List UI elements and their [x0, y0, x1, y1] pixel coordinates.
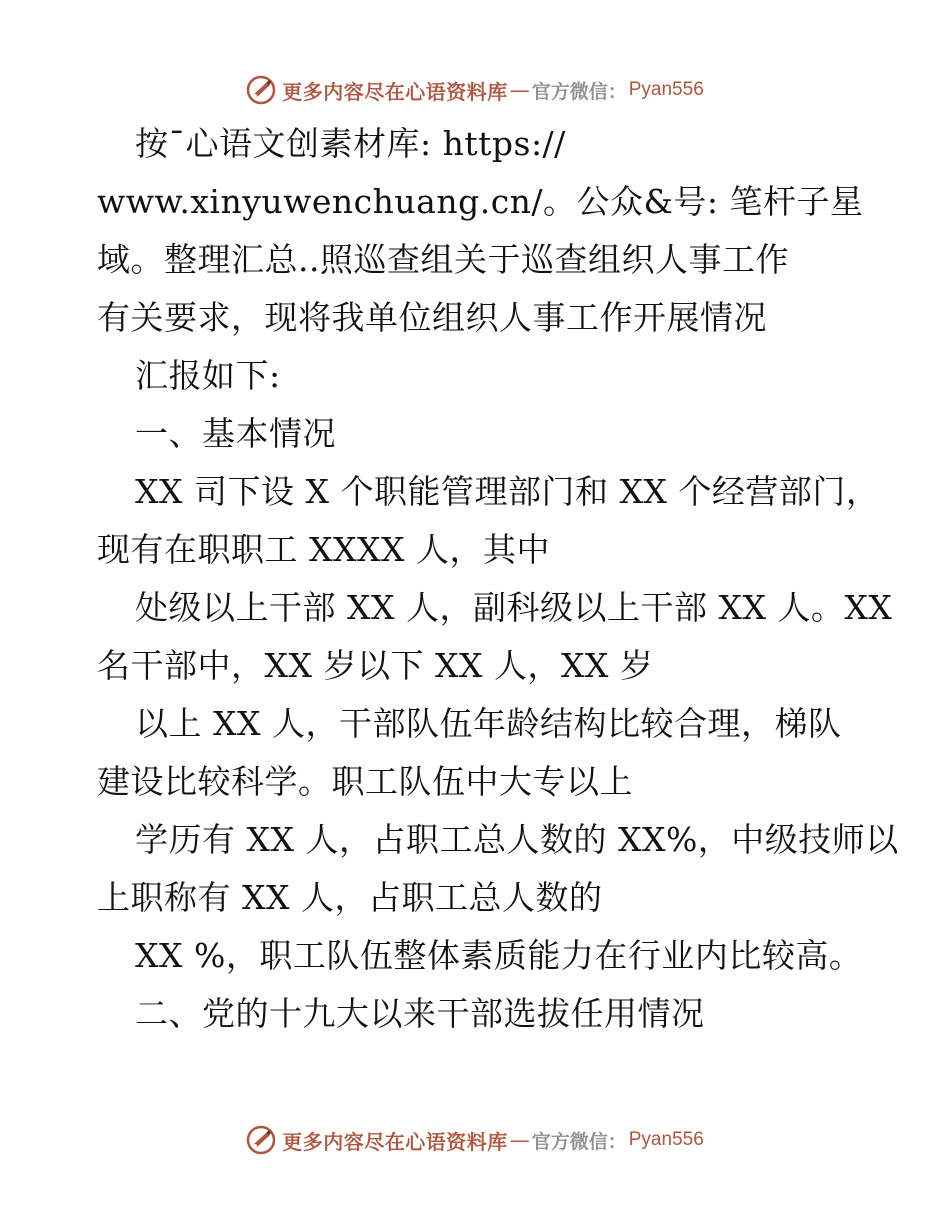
- doc-line-13: 学历有 XX 人，占职工总人数的 XX%，中级技师以: [135, 820, 899, 859]
- doc-line-7: XX 司下设 X 个职能管理部门和 XX 个经营部门，: [135, 472, 880, 511]
- footer-wechat-label: 官方微信：: [531, 1130, 627, 1153]
- doc-line-11: 以上 XX 人，干部队伍年龄结构比较合理，梯队: [135, 704, 842, 743]
- doc-line-8: 现有在职职工 XXXX 人，其中: [97, 530, 550, 569]
- doc-line-5: 汇报如下:: [135, 356, 281, 395]
- header-site-text: 更多内容尽在心语资料库: [282, 79, 508, 104]
- doc-line-3: 域。整理汇总..照巡查组关于巡查组织人事工作: [97, 240, 789, 279]
- section-heading-basic-info: 一、基本情况: [135, 414, 336, 453]
- doc-line-12: 建设比较科学。职工队伍中大专以上: [97, 762, 633, 801]
- footer-wechat-handle: Pyan556: [628, 1129, 704, 1150]
- footer-watermark-banner: [0, 1120, 950, 1160]
- header-wechat-handle: Pyan556: [628, 79, 704, 100]
- doc-line-2: www.xinyuwenchuang.cn/。公众&号: 笔杆子星: [97, 182, 864, 221]
- header-separator: —: [509, 78, 530, 102]
- doc-line-9: 处级以上干部 XX 人，副科级以上干部 XX 人。XX: [135, 588, 893, 627]
- footer-separator: —: [509, 1128, 530, 1152]
- doc-line-4: 有关要求，现将我单位组织人事工作开展情况: [97, 298, 767, 337]
- doc-line-14: 上职称有 XX 人，占职工总人数的: [97, 878, 603, 917]
- document-body: [97, 115, 899, 1043]
- doc-line-1: 按¯心语文创素材库: https://: [135, 124, 566, 163]
- footer-site-text: 更多内容尽在心语资料库: [282, 1129, 508, 1154]
- header-wechat-label: 官方微信：: [531, 80, 627, 103]
- doc-line-10: 名干部中，XX 岁以下 XX 人，XX 岁: [97, 646, 654, 685]
- section-heading-cadre-selection: 二、党的十九大以来干部选拔任用情况: [135, 994, 705, 1033]
- brand-logo-icon: [246, 75, 276, 105]
- doc-line-15: XX %，职工队伍整体素质能力在行业内比较高。: [135, 936, 863, 975]
- header-watermark-banner: [0, 70, 950, 110]
- brand-logo-icon: [246, 1125, 276, 1155]
